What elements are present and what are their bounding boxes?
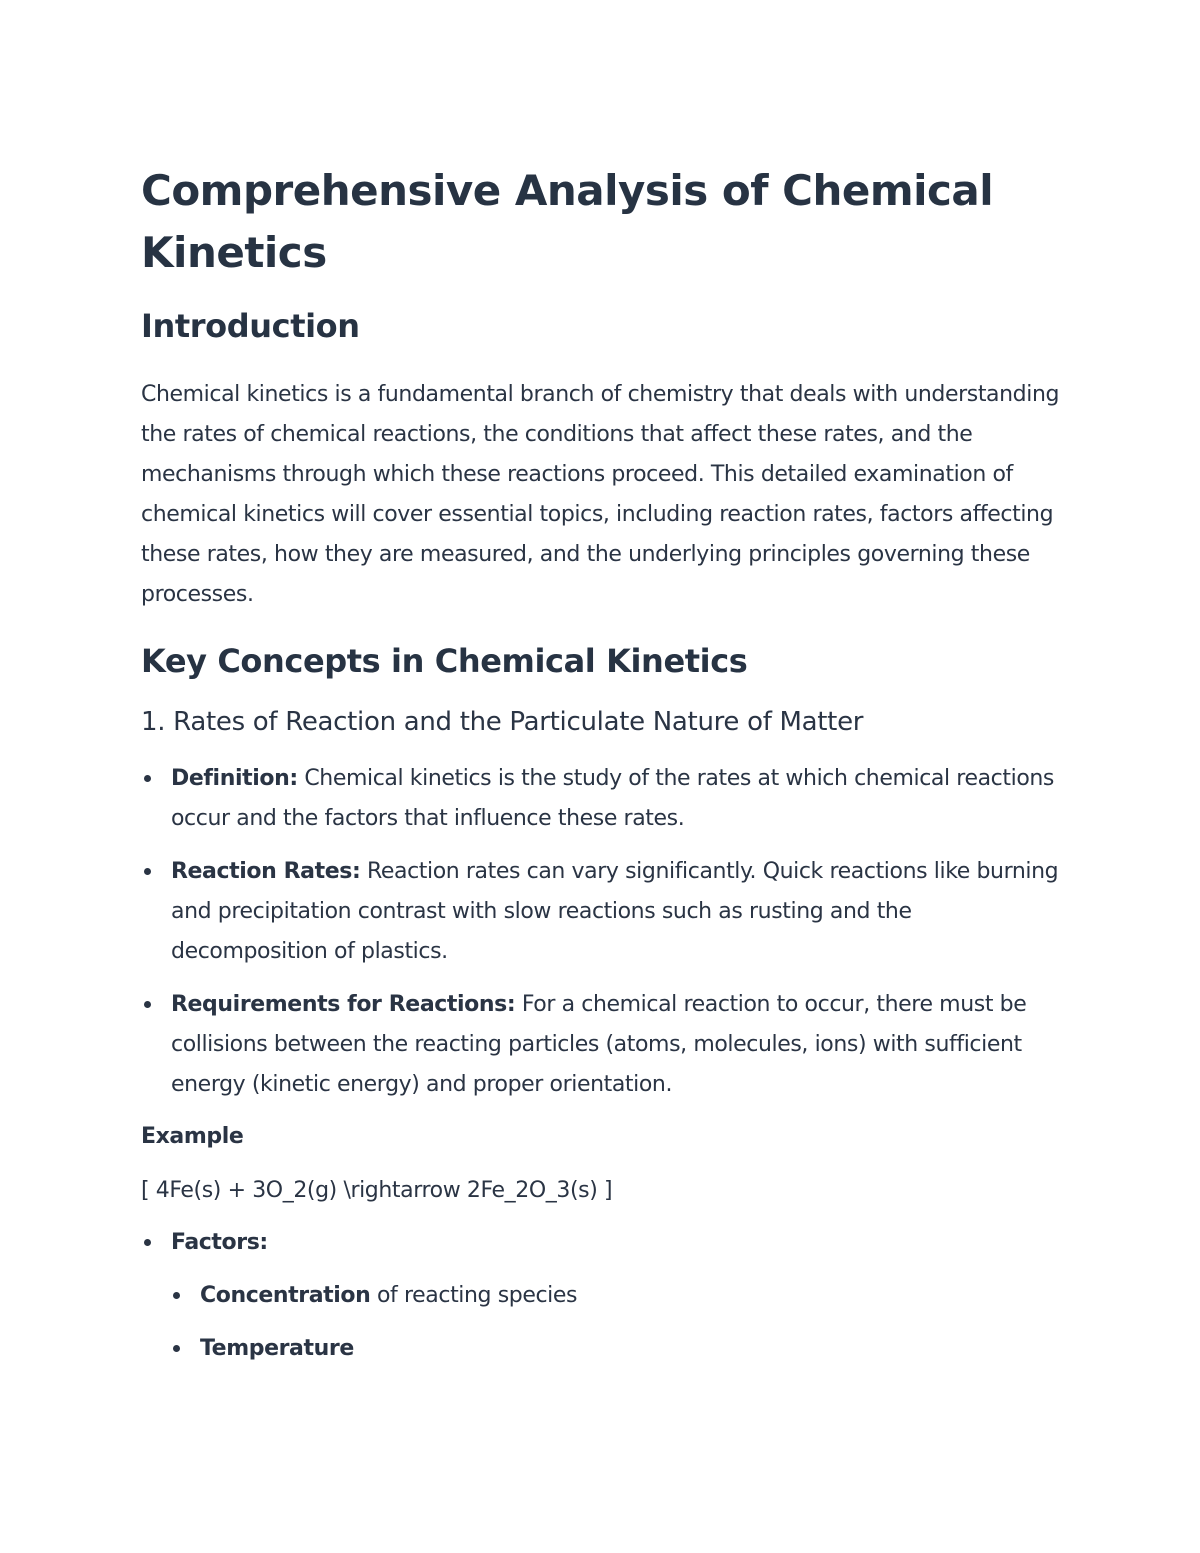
bullet-icon (144, 868, 151, 875)
section-1-heading: 1. Rates of Reaction and the Particulate Nature of Matter (141, 707, 864, 737)
bullet-term: Temperature (200, 1336, 354, 1361)
bullet-icon (144, 1239, 151, 1246)
example-label: Example (141, 1124, 244, 1149)
factors-sub-list (171, 1276, 1061, 1369)
document-page (141, 160, 1061, 1382)
bullet-text: of reacting species (370, 1283, 578, 1308)
bullet-icon (144, 1001, 151, 1008)
bullet-term: Factors: (171, 1230, 268, 1255)
introduction-paragraph: Chemical kinetics is a fundamental branch of chemistry that deals with understanding the rates of chemical reactions, the conditions that affect these rates, and the mechanisms through which these reactions proceed. This detailed examination of chemical kinetics will cover essential topics, including reaction rates, factors affecting these rates, how they are measured, and the underlying principles governing these processes. (141, 382, 1060, 607)
bullet-term: Requirements for Reactions: (171, 992, 516, 1017)
bullet-icon (144, 775, 151, 782)
list-item (170, 1276, 1061, 1316)
factors-list (141, 1223, 1061, 1369)
bullet-text: Chemical kinetics is the study of the rates at which chemical reactions occur and the factors that influence these rates. (171, 766, 1054, 831)
bullet-text: Reaction rates can vary significantly. Quick reactions like burning and precipitation contrast with slow reactions such as rusting and the decomposition of plastics. (171, 859, 1059, 964)
bullet-icon (173, 1292, 180, 1299)
bullet-icon (173, 1345, 180, 1352)
section-1-bullet-list (141, 759, 1061, 1105)
list-item (141, 759, 1061, 839)
list-item (141, 852, 1061, 972)
bullet-term: Reaction Rates: (171, 859, 361, 884)
key-concepts-heading: Key Concepts in Chemical Kinetics (141, 642, 748, 680)
introduction-heading: Introduction (141, 307, 360, 345)
reaction-equation: [ 4Fe(s) + 3O_2(g) \rightarrow 2Fe_2O_3(s) ] (141, 1178, 613, 1203)
list-item (141, 985, 1061, 1105)
list-item (141, 1223, 1061, 1369)
bullet-term: Definition: (171, 766, 298, 791)
document-title: Comprehensive Analysis of Chemical Kinetics (141, 166, 994, 277)
bullet-term: Concentration (200, 1283, 371, 1308)
list-item (170, 1329, 1061, 1369)
bullet-text: For a chemical reaction to occur, there must be collisions between the reacting particles (atoms, molecules, ions) with sufficient energy (kinetic energy) and proper orientation. (171, 992, 1027, 1097)
